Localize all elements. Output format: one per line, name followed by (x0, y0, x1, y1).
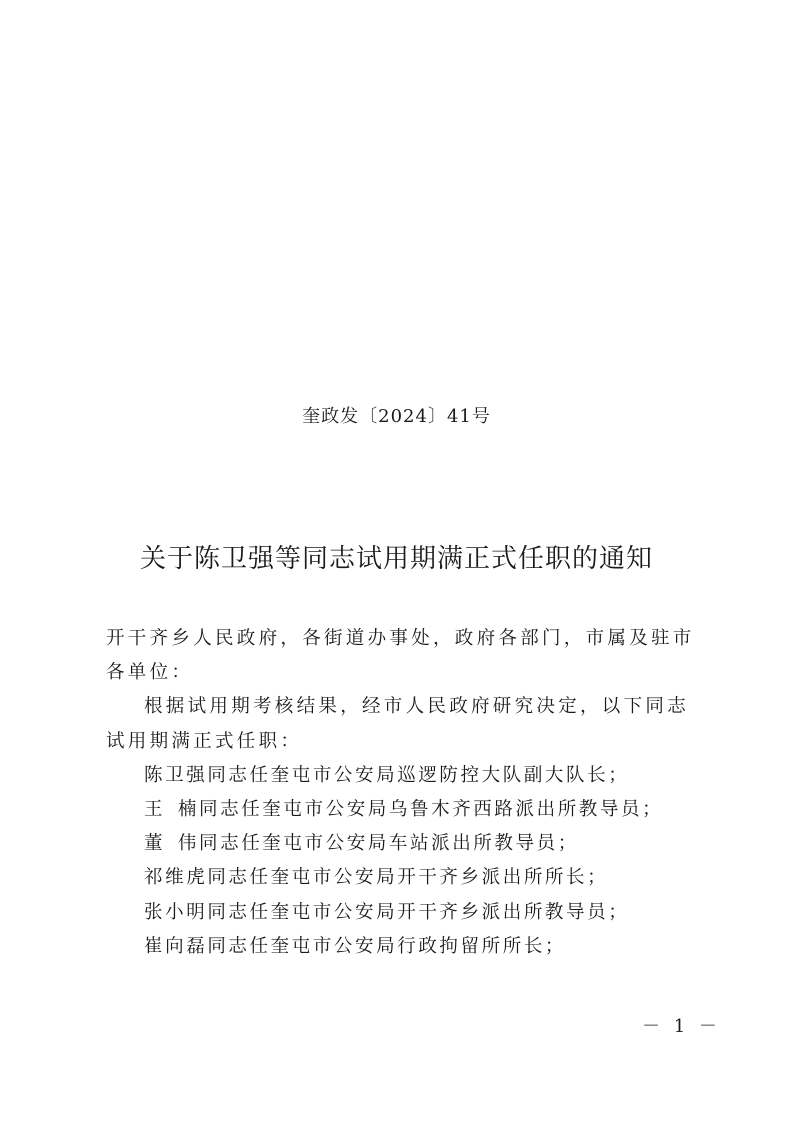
salutation: 开干齐乡人民政府，各街道办事处，政府各部门，市属及驻市各单位： (106, 628, 695, 684)
appointment-text: 同志任奎屯市公安局开干齐乡派出所所长； (207, 867, 609, 889)
appointment-text: 同志任奎屯市公安局开干齐乡派出所教导员； (207, 901, 630, 923)
appointee-name: 张小明 (144, 901, 208, 923)
appointment-text: 同志任奎屯市公安局行政拘留所所长； (207, 935, 567, 957)
appointee-name (144, 827, 199, 861)
appointment-text: 同志任奎屯市公安局乌鲁木齐西路派出所教导员； (199, 799, 664, 821)
appointee-name-part: 王 (144, 799, 166, 821)
appointee-name (144, 793, 199, 827)
intro-paragraph: 根据试用期考核结果，经市人民政府研究决定，以下同志试用期满正式任职： (106, 696, 690, 752)
document-number: 奎政发〔2024〕41号 (302, 406, 491, 427)
appointment-line (106, 793, 696, 827)
appointment-line (106, 896, 696, 930)
appointment-line (106, 759, 696, 793)
page-number: － 1 － (642, 1016, 721, 1037)
appointee-name-part: 董 (144, 833, 166, 855)
appointment-text: 同志任奎屯市公安局巡逻防控大队副大队长； (207, 764, 630, 786)
appointee-name: 祁维虎 (144, 867, 208, 889)
appointee-name-part: 楠 (177, 799, 199, 821)
document-title: 关于陈卫强等同志试用期满正式任职的通知 (139, 544, 653, 574)
appointee-name: 崔向磊 (144, 935, 208, 957)
appointment-text: 同志任奎屯市公安局车站派出所教导员； (199, 833, 579, 855)
appointee-name-part: 伟 (177, 833, 199, 855)
appointment-line (106, 861, 696, 895)
document-body (106, 622, 696, 964)
appointee-name: 陈卫强 (144, 764, 208, 786)
appointment-line (106, 827, 696, 861)
appointment-line (106, 930, 696, 964)
